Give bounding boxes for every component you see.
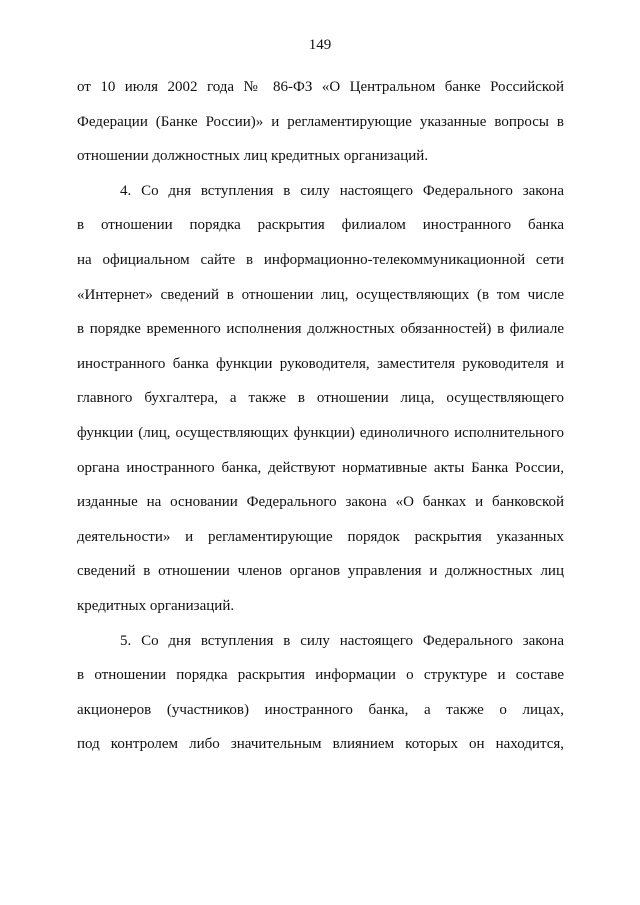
paragraph-1 [77, 70, 564, 174]
text-line: на официальном сайте в информационно-телекоммуникационной сети [77, 251, 564, 268]
text-line: от 10 июля 2002 года № 86-ФЗ «О Центральном банке Российской [77, 79, 564, 95]
text-line: «Интернет» сведений в отношении лиц, осуществляющих (в том числе [77, 286, 564, 303]
page-number: 149 [308, 37, 332, 53]
text-line: в отношении порядка раскрытия информации о структуре и составе [77, 667, 564, 684]
text-line: иностранного банка функции руководителя, заместителя руководителя и [77, 355, 564, 372]
paragraph-2 [77, 174, 564, 624]
text-line: кредитных организаций. [77, 597, 235, 614]
text-line: 5. Со дня вступления в силу настоящего Федерального закона [120, 632, 564, 649]
text-line: функции (лиц, осуществляющих функции) единоличного исполнительного [77, 424, 564, 441]
text-line: в отношении порядка раскрытия филиалом иностранного банка [77, 217, 564, 234]
text-line: главного бухгалтера, а также в отношении лица, осуществляющего [77, 390, 564, 407]
text-line: изданные на основании Федерального закона «О банках и банковской [77, 494, 564, 511]
text-line: 4. Со дня вступления в силу настоящего Федерального закона [120, 182, 564, 199]
document-body [77, 70, 564, 762]
text-line: Федерации (Банке России)» и регламентирующие указанные вопросы в [77, 113, 564, 130]
paragraph-3 [77, 624, 564, 762]
text-line: под контролем либо значительным влиянием которых он находится, [77, 736, 564, 753]
text-line: органа иностранного банка, действуют нормативные акты Банка России, [77, 459, 564, 476]
text-line: сведений в отношении членов органов управления и должностных лиц [77, 563, 564, 580]
text-line: деятельности» и регламентирующие порядок раскрытия указанных [77, 528, 564, 545]
text-line: отношении должностных лиц кредитных организаций. [77, 148, 429, 165]
text-line: в порядке временного исполнения должностных обязанностей) в филиале [77, 321, 564, 338]
text-line: акционеров (участников) иностранного банка, а также о лицах, [77, 701, 564, 718]
